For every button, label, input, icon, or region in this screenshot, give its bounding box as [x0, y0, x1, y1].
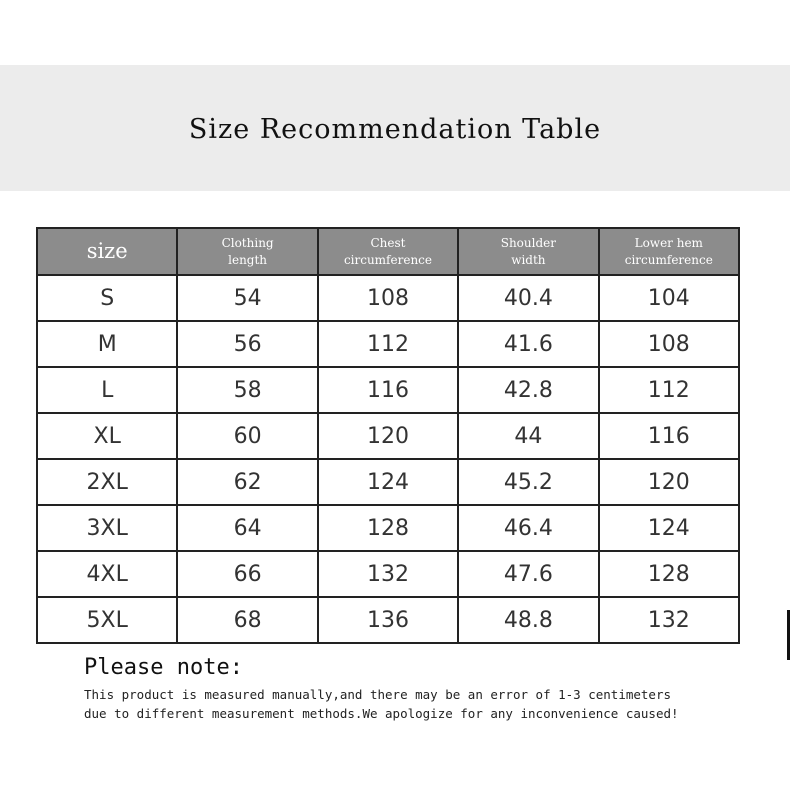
cell-chest: 108	[318, 275, 458, 321]
note-title: Please note:	[84, 655, 243, 680]
cell-chest: 136	[318, 597, 458, 643]
table-row	[37, 597, 739, 643]
header-size: size	[37, 228, 177, 275]
cell-clothing-length: 58	[177, 367, 317, 413]
header-lower-hem-circumference-text: Lower hem circumference	[624, 235, 713, 267]
table-row	[37, 505, 739, 551]
cell-lower-hem: 112	[599, 367, 739, 413]
cell-clothing-length: 60	[177, 413, 317, 459]
table-row	[37, 413, 739, 459]
note-line-1: This product is measured manually,and there may be an error of 1-3 centimeters	[84, 687, 671, 702]
size-table	[36, 227, 740, 644]
cell-lower-hem: 132	[599, 597, 739, 643]
cell-chest: 124	[318, 459, 458, 505]
table-row	[37, 321, 739, 367]
header-lower-hem-circumference	[599, 228, 739, 275]
cell-shoulder: 41.6	[458, 321, 598, 367]
table-header-row	[37, 228, 739, 275]
note-line-2: due to different measurement methods.We apologize for any inconvenience caused!	[84, 706, 679, 721]
cell-shoulder: 42.8	[458, 367, 598, 413]
note-body	[84, 685, 774, 723]
page-title: Size Recommendation Table	[188, 113, 602, 145]
cell-shoulder: 44	[458, 413, 598, 459]
table-row	[37, 459, 739, 505]
cell-lower-hem: 124	[599, 505, 739, 551]
cell-shoulder: 47.6	[458, 551, 598, 597]
cell-shoulder: 45.2	[458, 459, 598, 505]
cell-size: 5XL	[37, 597, 177, 643]
cell-clothing-length: 62	[177, 459, 317, 505]
header-chest-circumference	[318, 228, 458, 275]
cell-lower-hem: 116	[599, 413, 739, 459]
cell-clothing-length: 66	[177, 551, 317, 597]
cell-chest: 120	[318, 413, 458, 459]
cell-chest: 128	[318, 505, 458, 551]
cell-size: S	[37, 275, 177, 321]
table-row	[37, 275, 739, 321]
cell-size: 2XL	[37, 459, 177, 505]
cell-size: 4XL	[37, 551, 177, 597]
header-clothing-length-text: Clothing length	[221, 235, 274, 267]
cell-shoulder: 48.8	[458, 597, 598, 643]
cell-lower-hem: 128	[599, 551, 739, 597]
cell-size: XL	[37, 413, 177, 459]
cell-shoulder: 40.4	[458, 275, 598, 321]
table-row	[37, 551, 739, 597]
header-shoulder-width-text: Shoulder width	[500, 235, 556, 267]
cell-clothing-length: 54	[177, 275, 317, 321]
table-row	[37, 367, 739, 413]
header-shoulder-width	[458, 228, 598, 275]
title-band	[0, 65, 790, 191]
cell-size: M	[37, 321, 177, 367]
cell-lower-hem: 108	[599, 321, 739, 367]
cell-lower-hem: 120	[599, 459, 739, 505]
cell-clothing-length: 68	[177, 597, 317, 643]
cell-clothing-length: 64	[177, 505, 317, 551]
note-section	[84, 654, 774, 723]
cell-size: L	[37, 367, 177, 413]
cell-chest: 116	[318, 367, 458, 413]
cell-clothing-length: 56	[177, 321, 317, 367]
header-clothing-length	[177, 228, 317, 275]
cell-size: 3XL	[37, 505, 177, 551]
header-chest-circumference-text: Chest circumference	[343, 235, 432, 267]
cell-chest: 132	[318, 551, 458, 597]
cell-chest: 112	[318, 321, 458, 367]
cell-lower-hem: 104	[599, 275, 739, 321]
cell-shoulder: 46.4	[458, 505, 598, 551]
